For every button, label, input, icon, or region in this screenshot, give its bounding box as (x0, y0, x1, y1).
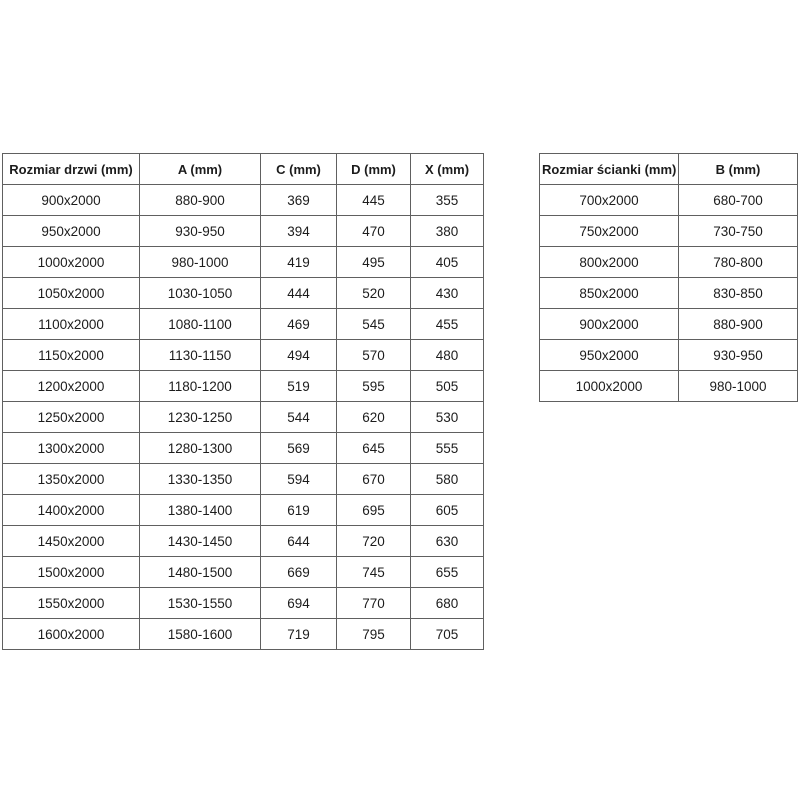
table-cell: 1000x2000 (540, 371, 679, 402)
table-cell: 1250x2000 (3, 402, 140, 433)
table-row (540, 216, 798, 247)
table-row (3, 216, 484, 247)
table-cell: 545 (337, 309, 411, 340)
table-cell: 880-900 (140, 185, 261, 216)
table-cell: 720 (337, 526, 411, 557)
table-cell: 670 (337, 464, 411, 495)
table-cell: 380 (411, 216, 484, 247)
table-cell: 494 (261, 340, 337, 371)
table-cell: 980-1000 (140, 247, 261, 278)
column-header: Rozmiar drzwi (mm) (3, 154, 140, 185)
table-cell: 580 (411, 464, 484, 495)
table-cell: 1300x2000 (3, 433, 140, 464)
table-cell: 1130-1150 (140, 340, 261, 371)
table-cell: 730-750 (679, 216, 798, 247)
table-cell: 930-950 (679, 340, 798, 371)
door-sizes-table (2, 153, 484, 650)
table-cell: 705 (411, 619, 484, 650)
table-cell: 800x2000 (540, 247, 679, 278)
table-cell: 505 (411, 371, 484, 402)
table-cell: 644 (261, 526, 337, 557)
table-cell: 950x2000 (3, 216, 140, 247)
table-cell: 430 (411, 278, 484, 309)
column-header: X (mm) (411, 154, 484, 185)
table-cell: 1030-1050 (140, 278, 261, 309)
table-row (3, 588, 484, 619)
table-cell: 700x2000 (540, 185, 679, 216)
table-row (3, 247, 484, 278)
table-row (540, 340, 798, 371)
table-cell: 1330-1350 (140, 464, 261, 495)
table-row (540, 247, 798, 278)
table-cell: 1150x2000 (3, 340, 140, 371)
table-cell: 1080-1100 (140, 309, 261, 340)
table-cell: 1100x2000 (3, 309, 140, 340)
table-cell: 530 (411, 402, 484, 433)
table-row (3, 340, 484, 371)
table-cell: 520 (337, 278, 411, 309)
table-cell: 480 (411, 340, 484, 371)
table-cell: 544 (261, 402, 337, 433)
table-row (3, 526, 484, 557)
table-cell: 669 (261, 557, 337, 588)
table-row (3, 433, 484, 464)
table-row (540, 371, 798, 402)
column-header: C (mm) (261, 154, 337, 185)
table-cell: 394 (261, 216, 337, 247)
table-cell: 519 (261, 371, 337, 402)
table-row (540, 278, 798, 309)
table-cell: 444 (261, 278, 337, 309)
column-header: Rozmiar ścianki (mm) (540, 154, 679, 185)
table-cell: 850x2000 (540, 278, 679, 309)
table-cell: 1180-1200 (140, 371, 261, 402)
table-cell: 1500x2000 (3, 557, 140, 588)
table-cell: 594 (261, 464, 337, 495)
table-cell: 630 (411, 526, 484, 557)
table-cell: 455 (411, 309, 484, 340)
table-cell: 619 (261, 495, 337, 526)
table-row (3, 278, 484, 309)
table-cell: 445 (337, 185, 411, 216)
table-cell: 1280-1300 (140, 433, 261, 464)
table-cell: 695 (337, 495, 411, 526)
table-row (540, 309, 798, 340)
table-cell: 369 (261, 185, 337, 216)
table-cell: 1400x2000 (3, 495, 140, 526)
table-cell: 470 (337, 216, 411, 247)
table-cell: 1430-1450 (140, 526, 261, 557)
table-row (3, 495, 484, 526)
column-header: D (mm) (337, 154, 411, 185)
table-cell: 569 (261, 433, 337, 464)
table-cell: 605 (411, 495, 484, 526)
table-cell: 680-700 (679, 185, 798, 216)
table-cell: 795 (337, 619, 411, 650)
table-cell: 655 (411, 557, 484, 588)
table-row (3, 185, 484, 216)
door-sizes-header-row (3, 154, 484, 185)
table-cell: 645 (337, 433, 411, 464)
table-cell: 830-850 (679, 278, 798, 309)
table-cell: 1550x2000 (3, 588, 140, 619)
table-cell: 1600x2000 (3, 619, 140, 650)
table-cell: 1230-1250 (140, 402, 261, 433)
table-cell: 1050x2000 (3, 278, 140, 309)
table-row (3, 371, 484, 402)
table-row (3, 619, 484, 650)
table-cell: 770 (337, 588, 411, 619)
table-cell: 745 (337, 557, 411, 588)
table-row (3, 557, 484, 588)
table-cell: 620 (337, 402, 411, 433)
table-cell: 469 (261, 309, 337, 340)
table-cell: 355 (411, 185, 484, 216)
table-cell: 1200x2000 (3, 371, 140, 402)
table-cell: 880-900 (679, 309, 798, 340)
table-cell: 555 (411, 433, 484, 464)
table-cell: 950x2000 (540, 340, 679, 371)
column-header: B (mm) (679, 154, 798, 185)
table-row (3, 402, 484, 433)
table-cell: 900x2000 (540, 309, 679, 340)
table-cell: 495 (337, 247, 411, 278)
table-row (3, 464, 484, 495)
table-row (3, 309, 484, 340)
table-cell: 1000x2000 (3, 247, 140, 278)
table-cell: 1580-1600 (140, 619, 261, 650)
wall-sizes-header-row (540, 154, 798, 185)
table-cell: 780-800 (679, 247, 798, 278)
table-cell: 419 (261, 247, 337, 278)
table-cell: 595 (337, 371, 411, 402)
column-header: A (mm) (140, 154, 261, 185)
table-cell: 1380-1400 (140, 495, 261, 526)
table-cell: 570 (337, 340, 411, 371)
table-cell: 694 (261, 588, 337, 619)
table-cell: 1480-1500 (140, 557, 261, 588)
wall-sizes-table (539, 153, 798, 402)
table-cell: 405 (411, 247, 484, 278)
table-cell: 719 (261, 619, 337, 650)
table-cell: 1530-1550 (140, 588, 261, 619)
table-cell: 1350x2000 (3, 464, 140, 495)
table-cell: 930-950 (140, 216, 261, 247)
table-cell: 680 (411, 588, 484, 619)
table-row (540, 185, 798, 216)
table-cell: 980-1000 (679, 371, 798, 402)
table-cell: 900x2000 (3, 185, 140, 216)
table-cell: 750x2000 (540, 216, 679, 247)
table-cell: 1450x2000 (3, 526, 140, 557)
